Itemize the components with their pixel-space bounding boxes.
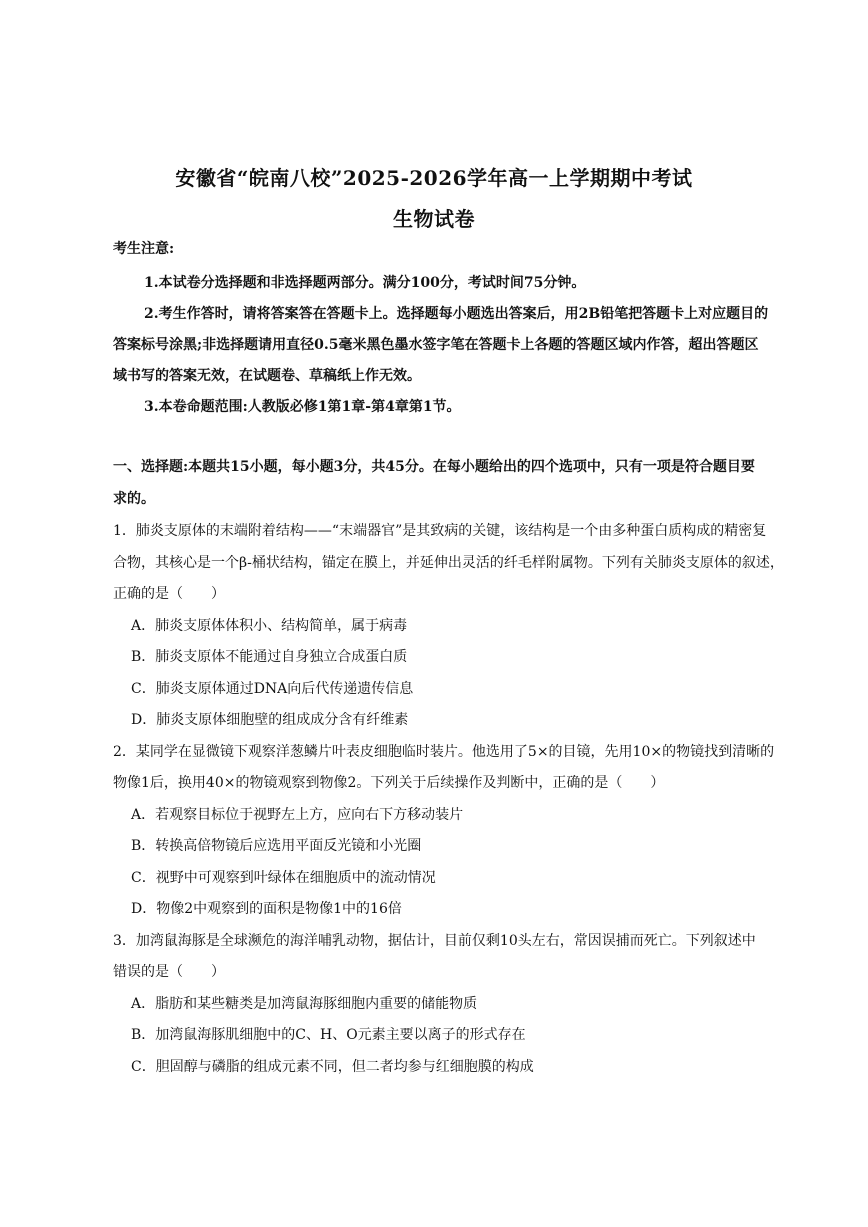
- option-d: D．肺炎支原体细胞壁的组成成分含有纤维素: [131, 712, 409, 728]
- option-a: A．脂肪和某些糖类是加湾鼠海豚细胞内重要的储能物质: [131, 996, 478, 1012]
- question-stem: 2．某同学在显微镜下观察洋葱鳞片叶表皮细胞临时装片。他选用了5×的目镜，先用10×的物镜找到清晰的: [113, 744, 775, 760]
- notice-item: 域书写的答案无效，在试题卷、草稿纸上作无效。: [113, 368, 421, 384]
- notice-label: 考生注意:: [113, 241, 175, 257]
- option-c: C．肺炎支原体通过DNA向后代传递遗传信息: [131, 681, 414, 697]
- question-stem: 1．肺炎支原体的末端附着结构——“末端器官”是其致病的关键，该结构是一个由多种蛋白质构成的精密复: [113, 523, 767, 539]
- question-stem: 合物，其核心是一个β-桶状结构，锚定在膜上，并延伸出灵活的纤毛样附属物。下列有关肺炎支原体的叙述，: [113, 555, 784, 571]
- notice-item: 3.本卷命题范围:人教版必修1第1章-第4章第1节。: [144, 399, 461, 415]
- notice-item: 1.本试卷分选择题和非选择题两部分。满分100分，考试时间75分钟。: [144, 275, 586, 291]
- option-b: B．肺炎支原体不能通过自身独立合成蛋白质: [131, 649, 408, 665]
- option-a: A．若观察目标位于视野左上方，应向右下方移动装片: [131, 807, 464, 823]
- option-d: D．物像2中观察到的面积是物像1中的16倍: [131, 901, 402, 917]
- option-c: C．胆固醇与磷脂的组成元素不同，但二者均参与红细胞膜的构成: [131, 1059, 534, 1075]
- question-stem: 3．加湾鼠海豚是全球濒危的海洋哺乳动物，据估计，目前仅剩10头左右，常因误捕而死亡。下列叙述中: [113, 933, 756, 949]
- notice-item: 答案标号涂黑;非选择题请用直径0.5毫米黑色墨水签字笔在答题卡上各题的答题区域内作答，超出答题区: [113, 337, 759, 353]
- page-title: 安徽省“皖南八校”2025-2026学年高一上学期期中考试: [175, 166, 693, 190]
- section-heading: 一、选择题:本题共15小题，每小题3分，共45分。在每小题给出的四个选项中，只有一项是符合题目要: [113, 459, 755, 475]
- option-b: B．加湾鼠海豚肌细胞中的C、H、O元素主要以离子的形式存在: [131, 1027, 526, 1043]
- option-c: C．视野中可观察到叶绿体在细胞质中的流动情况: [131, 870, 436, 886]
- question-stem: 物像1后，换用40×的物镜观察到物像2。下列关于后续操作及判断中，正确的是（ ）: [113, 775, 665, 791]
- option-a: A．肺炎支原体体积小、结构简单，属于病毒: [131, 618, 408, 634]
- option-b: B．转换高倍物镜后应选用平面反光镜和小光圈: [131, 838, 422, 854]
- page-subtitle: 生物试卷: [393, 207, 475, 231]
- question-stem: 错误的是（ ）: [113, 964, 225, 980]
- question-stem: 正确的是（ ）: [113, 586, 225, 602]
- section-heading: 求的。: [113, 491, 155, 507]
- notice-item: 2.考生作答时，请将答案答在答题卡上。选择题每小题选出答案后，用2B铅笔把答题卡上对应题目的: [144, 306, 769, 322]
